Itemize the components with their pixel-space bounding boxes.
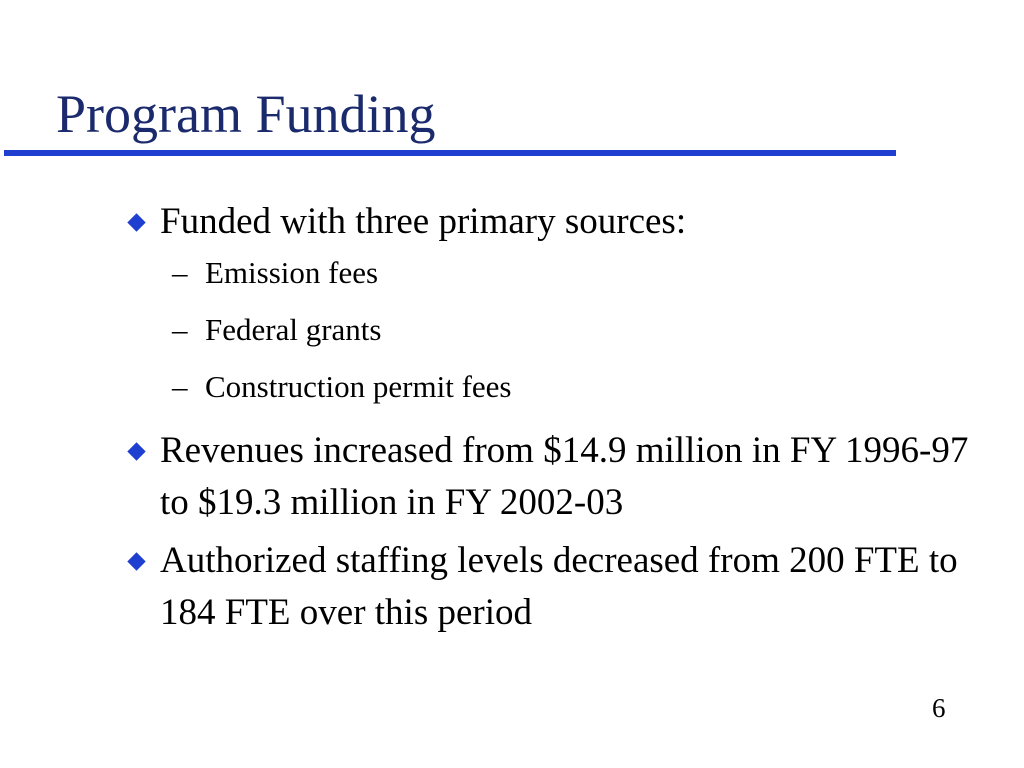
bullet-list bbox=[124, 196, 1004, 645]
diamond-bullet-icon bbox=[127, 552, 145, 570]
diamond-bullet-icon bbox=[127, 213, 145, 231]
dash-marker: – bbox=[172, 312, 188, 347]
sub-item bbox=[124, 311, 1004, 349]
bullet-item bbox=[124, 196, 1004, 248]
sub-item-text: Emission fees bbox=[205, 255, 379, 290]
dash-marker: – bbox=[172, 369, 188, 404]
bullet-item bbox=[124, 535, 1004, 639]
page-number: 6 bbox=[932, 693, 946, 723]
sub-item-text: Construction permit fees bbox=[205, 369, 512, 404]
slide-title: Program Funding bbox=[56, 84, 436, 144]
bullet-item bbox=[124, 425, 1004, 529]
sub-item bbox=[124, 254, 1004, 292]
bullet-text: Funded with three primary sources: bbox=[160, 201, 687, 242]
dash-marker: – bbox=[172, 255, 188, 290]
diamond-bullet-icon bbox=[127, 442, 145, 460]
sub-item-text: Federal grants bbox=[205, 312, 382, 347]
bullet-text: Revenues increased from $14.9 million in FY 1996-97 to $19.3 million in FY 2002-03 bbox=[160, 430, 969, 523]
sub-list bbox=[124, 254, 1004, 406]
title-underline bbox=[4, 150, 896, 156]
bullet-text: Authorized staffing levels decreased from 200 FTE to 184 FTE over this period bbox=[160, 540, 958, 633]
sub-item bbox=[124, 368, 1004, 406]
